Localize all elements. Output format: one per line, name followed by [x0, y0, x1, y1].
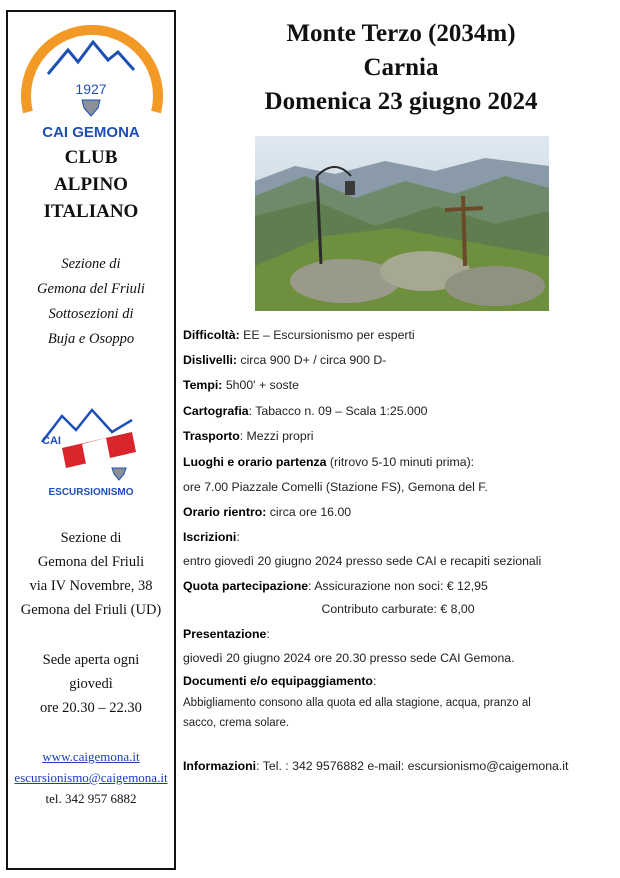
- quota-value: : Assicurazione non soci: € 12,95: [308, 579, 488, 593]
- documenti-detail-1: Abbigliamento consono alla quota ed alla stagione, acqua, pranzo al: [183, 697, 531, 709]
- informazioni-value: : Tel. : 342 9576882 e-mail: escursionismo@caigemona.it: [256, 759, 569, 773]
- tempi-value: 5h00' + soste: [222, 378, 299, 392]
- address-block: [8, 526, 174, 622]
- cartografia-line: [183, 404, 428, 418]
- iscrizioni-detail: entro giovedì 20 giugno 2024 presso sede CAI e recapiti sezionali: [183, 554, 542, 568]
- title-line-3: Domenica 23 giugno 2024: [264, 88, 538, 115]
- tempi-label: Tempi:: [183, 378, 223, 392]
- logo-year: 1927: [75, 81, 107, 97]
- club-line-2: ALPINO: [54, 174, 128, 195]
- quota-line: [183, 579, 488, 593]
- documenti-label: Documenti e/o equipaggiamento: [183, 674, 373, 688]
- logo2-escursionismo: ESCURSIONISMO: [48, 487, 134, 498]
- partenza-detail: ore 7.00 Piazzale Comelli (Stazione FS), Gemona del F.: [183, 480, 488, 494]
- escursionismo-logo: [32, 402, 150, 502]
- hours-line-1: Sede aperta ogni: [42, 652, 140, 668]
- cartografia-label: Cartografia: [183, 404, 249, 418]
- club-line-1: CLUB: [64, 147, 118, 168]
- email-link[interactable]: escursionismo@caigemona.it: [14, 770, 168, 785]
- rientro-value: circa ore 16.00: [266, 505, 352, 519]
- informazioni-line: [183, 759, 568, 773]
- website-link[interactable]: www.caigemona.it: [42, 749, 140, 764]
- dislivelli-value: circa 900 D+ / circa 900 D-: [237, 353, 387, 367]
- summit-photo: [255, 136, 549, 311]
- rientro-label: Orario rientro:: [183, 505, 267, 519]
- documenti-value: :: [372, 674, 377, 688]
- difficolta-label: Difficoltà:: [183, 328, 240, 342]
- title-line-2: Carnia: [363, 54, 439, 81]
- presentazione-label: Presentazione: [183, 627, 267, 641]
- address-line-2: Gemona del Friuli: [37, 554, 145, 570]
- title-line-1: Monte Terzo (2034m): [286, 20, 516, 47]
- presentazione-value: :: [266, 627, 270, 641]
- iscrizioni-line: [183, 530, 240, 544]
- dislivelli-label: Dislivelli:: [183, 353, 237, 367]
- tempi-line: [183, 378, 299, 392]
- dislivelli-line: [183, 353, 386, 367]
- partenza-line: [183, 455, 474, 469]
- informazioni-label: Informazioni: [183, 759, 257, 773]
- address-line-4: Gemona del Friuli (UD): [20, 602, 162, 618]
- documenti-line: [183, 674, 376, 688]
- partenza-label: Luoghi e orario partenza: [183, 455, 327, 469]
- sezione-line-1: Sezione di: [61, 256, 121, 272]
- trasporto-label: Trasporto: [183, 429, 240, 443]
- presentazione-line: [183, 627, 270, 641]
- sezione-text: [8, 252, 174, 352]
- difficolta-value: EE – Escursionismo per esperti: [239, 328, 415, 342]
- trasporto-line: [183, 429, 314, 443]
- hours-line-2: giovedì: [69, 676, 113, 692]
- cartografia-value: : Tabacco n. 09 – Scala 1:25.000: [248, 404, 428, 418]
- hours-line-3: ore 20.30 – 22.30: [40, 700, 142, 716]
- partenza-value: (ritrovo 5-10 minuti prima):: [326, 455, 475, 469]
- club-line-3: ITALIANO: [43, 201, 139, 222]
- contact-block: [8, 746, 174, 809]
- documenti-detail-2: sacco, crema solare.: [183, 717, 290, 729]
- sezione-line-4: Buja e Osoppo: [47, 331, 135, 347]
- phone-text: tel. 342 957 6882: [45, 791, 137, 806]
- sezione-line-3: Sottosezioni di: [48, 306, 134, 322]
- iscrizioni-label: Iscrizioni: [183, 530, 237, 544]
- logo-name: CAI GEMONA: [42, 124, 140, 141]
- quota-detail: Contributo carburate: € 8,00: [321, 602, 475, 616]
- address-line-3: via IV Novembre, 38: [29, 578, 153, 594]
- address-line-1: Sezione di: [60, 530, 122, 546]
- cai-gemona-logo: [8, 12, 174, 152]
- quota-label: Quota partecipazione: [183, 579, 309, 593]
- logo2-cai: CAI: [42, 435, 61, 447]
- difficolta-line: [183, 328, 415, 342]
- rientro-line: [183, 505, 351, 519]
- presentazione-detail: giovedì 20 giugno 2024 ore 20.30 presso sede CAI Gemona.: [183, 651, 515, 665]
- trasporto-value: : Mezzi propri: [239, 429, 314, 443]
- hours-block: [8, 648, 174, 720]
- sidebar: [6, 10, 176, 870]
- iscrizioni-value: :: [236, 530, 240, 544]
- sezione-line-2: Gemona del Friuli: [37, 281, 145, 297]
